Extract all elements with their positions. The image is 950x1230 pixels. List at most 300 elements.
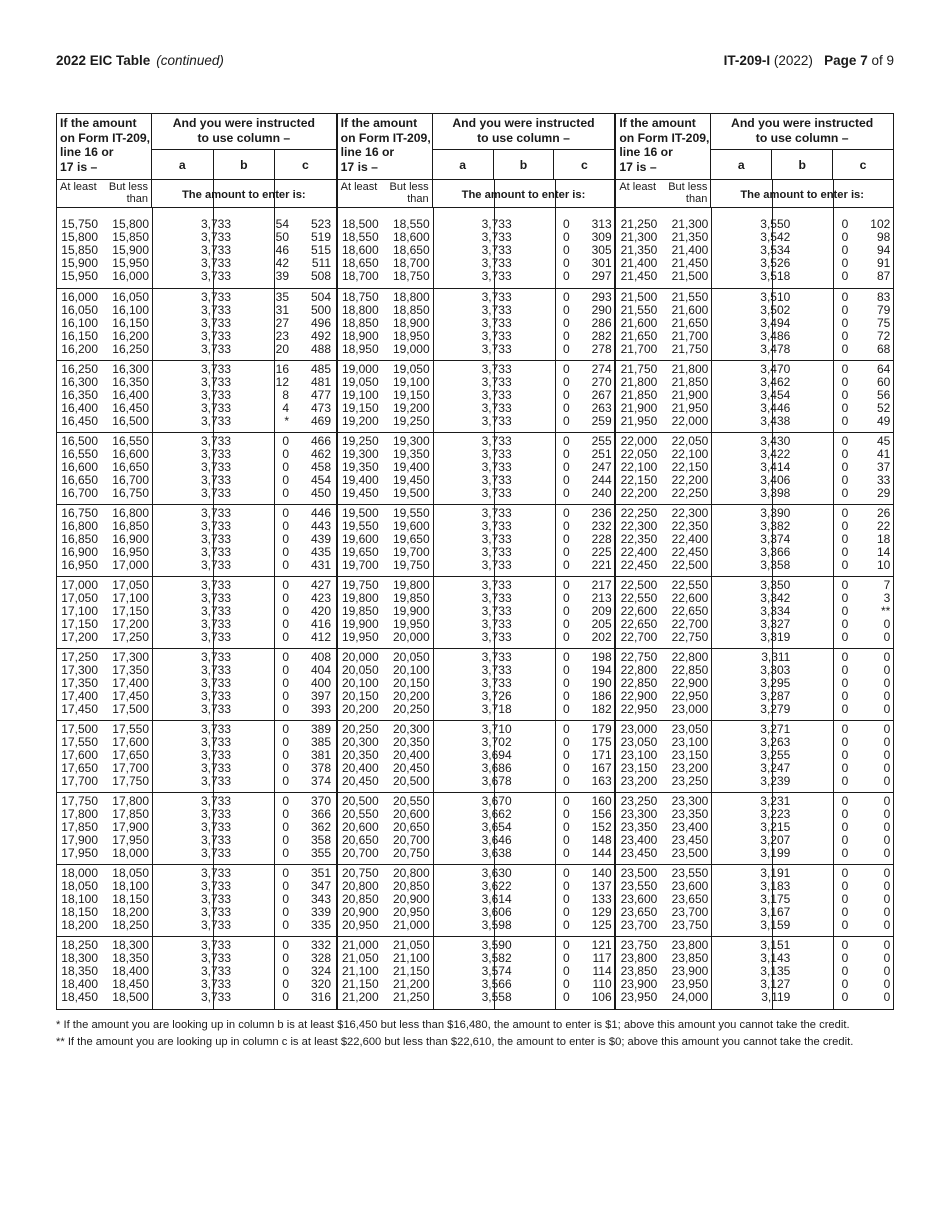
table-row	[57, 317, 336, 330]
value-column-c: 293	[591, 290, 612, 304]
table-row	[57, 231, 336, 244]
range-at-least: 18,900	[341, 329, 379, 343]
value-column-a: 3,438	[760, 414, 791, 428]
range-less-than: 22,900	[671, 676, 709, 690]
value-column-c: 72	[876, 329, 891, 343]
table-row	[57, 579, 336, 592]
range-less-than: 17,600	[112, 735, 149, 749]
value-column-a: 3,733	[200, 578, 231, 592]
range-less-than: 20,250	[392, 702, 430, 716]
value-column-c: 282	[591, 329, 612, 343]
range-less-than: 20,900	[392, 892, 430, 906]
amount-label-line: line 16 or	[340, 145, 395, 159]
value-column-c: 347	[310, 879, 331, 893]
value-column-a: 3,143	[760, 951, 791, 965]
value-column-a: 3,678	[481, 774, 512, 788]
range-at-least: 23,050	[620, 735, 658, 749]
value-column-c: 351	[310, 866, 331, 880]
value-column-c: **	[880, 604, 891, 618]
value-column-c: 137	[591, 879, 612, 893]
range-less-than: 16,800	[112, 506, 149, 520]
range-less-than: 16,550	[112, 434, 149, 448]
column-c-header: c	[274, 150, 336, 179]
range-at-least: 18,500	[341, 217, 379, 231]
table-row	[57, 218, 336, 231]
value-column-b: 0	[282, 879, 289, 893]
value-column-b: 0	[841, 833, 849, 847]
value-column-a: 3,382	[760, 519, 791, 533]
value-column-c: 481	[310, 375, 331, 389]
range-less-than: 18,800	[392, 290, 430, 304]
range-less-than: 18,850	[392, 303, 430, 317]
value-column-c: 500	[310, 303, 331, 317]
table-row	[57, 330, 336, 343]
value-column-b: 0	[562, 964, 570, 978]
value-column-a: 3,334	[760, 604, 791, 618]
value-column-b: 0	[841, 329, 849, 343]
value-column-b: 0	[282, 506, 289, 520]
table-row	[338, 834, 615, 847]
range-less-than: 20,600	[392, 807, 430, 821]
value-column-c: 450	[310, 486, 331, 500]
value-column-b: 0	[282, 434, 289, 448]
range-less-than: 22,150	[671, 460, 709, 474]
row-group	[338, 432, 615, 504]
range-less-than: 23,150	[671, 748, 709, 762]
value-column-c: 251	[591, 447, 612, 461]
table-row	[57, 690, 336, 703]
value-column-b: 0	[562, 905, 570, 919]
range-less-than: 22,300	[671, 506, 709, 520]
table-row	[338, 749, 615, 762]
value-column-a: 3,390	[760, 506, 791, 520]
value-column-a: 3,733	[200, 290, 231, 304]
value-column-c: 91	[876, 256, 891, 270]
column-b-header: b	[771, 150, 832, 179]
value-column-b: 0	[562, 990, 570, 1004]
value-column-a: 3,733	[200, 892, 231, 906]
value-column-b: 8	[282, 388, 289, 402]
value-column-b: 0	[841, 545, 849, 559]
value-column-a: 3,718	[481, 702, 512, 716]
value-column-a: 3,733	[200, 269, 231, 283]
amount-enter-label: The amount to enter is:	[740, 189, 865, 201]
value-column-c: 439	[310, 532, 331, 546]
value-column-c: 427	[310, 578, 331, 592]
range-at-least: 23,100	[620, 748, 658, 762]
value-column-b: 39	[275, 269, 289, 283]
range-less-than: 16,700	[112, 473, 149, 487]
value-column-a: 3,550	[760, 217, 791, 231]
table-row	[57, 893, 336, 906]
value-column-a: 3,733	[481, 617, 512, 631]
value-column-c: 221	[591, 558, 612, 572]
range-at-least: 21,950	[620, 414, 658, 428]
value-column-b: 0	[841, 990, 849, 1004]
value-column-b: 4	[282, 401, 289, 415]
amount-range-label	[616, 114, 711, 179]
value-column-c: 324	[310, 964, 331, 978]
range-at-least: 21,600	[620, 316, 658, 330]
value-column-b: 0	[562, 362, 570, 376]
value-column-c: 335	[310, 918, 331, 932]
range-less-than: 23,500	[671, 846, 709, 860]
value-column-c: 33	[876, 473, 891, 487]
value-column-b: 0	[562, 506, 570, 520]
value-column-b: 0	[562, 820, 570, 834]
value-column-a: 3,733	[200, 342, 231, 356]
range-at-least: 16,150	[61, 329, 98, 343]
range-less-than: 16,500	[112, 414, 149, 428]
value-column-a: 3,733	[481, 217, 512, 231]
value-column-c: 0	[883, 846, 891, 860]
value-column-c: 0	[883, 820, 891, 834]
row-group	[57, 432, 336, 504]
value-column-a: 3,630	[481, 866, 512, 880]
value-column-b: 0	[841, 977, 849, 991]
range-less-than: 17,750	[112, 774, 149, 788]
value-column-b: *	[284, 414, 289, 428]
table-row	[616, 952, 893, 965]
range-less-than: 17,700	[112, 761, 149, 775]
value-column-b: 0	[841, 689, 849, 703]
value-column-b: 0	[841, 630, 849, 644]
value-column-a: 3,733	[481, 256, 512, 270]
value-column-a: 3,646	[481, 833, 512, 847]
range-at-least: 17,350	[61, 676, 98, 690]
amount-label-line: 17 is –	[60, 159, 98, 174]
value-column-a: 3,327	[760, 617, 791, 631]
amount-label-line: If the amount	[340, 116, 418, 130]
value-column-c: 454	[310, 473, 331, 487]
range-at-least: 15,900	[61, 256, 98, 270]
range-at-least: 19,200	[341, 414, 379, 428]
value-column-a: 3,733	[200, 846, 231, 860]
range-less-than: 22,950	[671, 689, 709, 703]
value-column-a: 3,662	[481, 807, 512, 821]
table-row	[338, 579, 615, 592]
range-at-least: 22,150	[620, 473, 658, 487]
value-column-b: 0	[282, 977, 289, 991]
table-row	[616, 867, 893, 880]
table-row	[616, 664, 893, 677]
value-column-b: 0	[282, 774, 289, 788]
range-at-least: 21,050	[341, 951, 379, 965]
value-column-a: 3,255	[760, 748, 791, 762]
range-less-than: 21,100	[392, 951, 430, 965]
value-column-c: 45	[876, 434, 891, 448]
range-at-least: 22,050	[620, 447, 658, 461]
value-column-b: 31	[275, 303, 289, 317]
value-column-a: 3,119	[761, 990, 791, 1004]
range-at-least: 21,100	[341, 964, 379, 978]
table-row	[338, 304, 615, 317]
range-at-least: 22,450	[620, 558, 658, 572]
value-column-a: 3,733	[200, 866, 231, 880]
range-less-than: 20,800	[392, 866, 430, 880]
value-column-b: 0	[841, 748, 849, 762]
value-column-c: 0	[883, 748, 891, 762]
value-column-a: 3,470	[760, 362, 791, 376]
range-at-least: 21,500	[620, 290, 658, 304]
value-column-a: 3,558	[481, 990, 512, 1004]
value-column-a: 3,319	[760, 630, 791, 644]
range-at-least: 22,800	[620, 663, 658, 677]
range-at-least: 16,050	[61, 303, 98, 317]
range-less-than: 18,150	[112, 892, 149, 906]
table-row	[57, 703, 336, 716]
value-column-b: 0	[282, 702, 289, 716]
value-column-c: 389	[310, 722, 331, 736]
value-column-b: 0	[282, 951, 289, 965]
eic-table	[56, 113, 894, 1010]
range-at-least: 18,100	[61, 892, 98, 906]
range-at-least: 23,350	[620, 820, 658, 834]
range-less-than: 21,850	[671, 375, 709, 389]
value-column-a: 3,733	[481, 447, 512, 461]
value-column-a: 3,486	[760, 329, 791, 343]
range-at-least: 17,450	[61, 702, 98, 716]
value-column-c: 175	[591, 735, 612, 749]
value-column-a: 3,733	[200, 256, 231, 270]
value-column-b: 0	[841, 447, 849, 461]
value-column-c: 412	[310, 630, 331, 644]
range-less-than: 19,100	[392, 375, 430, 389]
value-column-c: 316	[310, 990, 331, 1004]
table-row	[57, 376, 336, 389]
table-row	[57, 919, 336, 932]
value-column-a: 3,733	[481, 362, 512, 376]
value-column-c: 378	[310, 761, 331, 775]
row-group	[338, 288, 615, 360]
value-column-b: 0	[562, 303, 570, 317]
page-header-title	[56, 53, 224, 68]
range-at-least: 21,800	[620, 375, 658, 389]
range-at-least: 23,850	[620, 964, 658, 978]
value-column-a: 3,398	[760, 486, 791, 500]
row-group	[338, 936, 615, 1008]
value-column-c: 94	[876, 243, 891, 257]
table-row	[338, 795, 615, 808]
value-column-c: 0	[883, 977, 891, 991]
value-column-a: 3,733	[481, 329, 512, 343]
value-column-c: 0	[883, 617, 891, 631]
value-column-c: 202	[591, 630, 612, 644]
value-column-b: 0	[841, 434, 849, 448]
value-column-b: 0	[562, 401, 570, 415]
range-at-least: 20,700	[341, 846, 379, 860]
row-group	[57, 792, 336, 864]
value-column-b: 0	[841, 951, 849, 965]
table-row	[338, 546, 615, 559]
value-column-b: 0	[841, 342, 849, 356]
value-column-b: 0	[841, 388, 849, 402]
range-less-than: 20,400	[392, 748, 430, 762]
range-at-least: 20,150	[341, 689, 379, 703]
row-group	[616, 720, 893, 792]
table-row	[57, 402, 336, 415]
value-column-c: 0	[883, 964, 891, 978]
table-row	[616, 795, 893, 808]
value-column-b: 0	[841, 846, 849, 860]
range-less-than: 17,200	[112, 617, 149, 631]
range-at-least: 21,150	[341, 977, 379, 991]
table-row	[616, 834, 893, 847]
value-column-c: 358	[310, 833, 331, 847]
table-row	[616, 343, 893, 356]
value-column-a: 3,406	[760, 473, 791, 487]
value-column-a: 3,239	[760, 774, 791, 788]
table-row	[616, 474, 893, 487]
value-column-a: 3,462	[760, 375, 791, 389]
range-at-least: 18,200	[61, 918, 98, 932]
value-column-a: 3,654	[481, 820, 512, 834]
range-at-least: 19,850	[341, 604, 379, 618]
value-column-a: 3,159	[760, 918, 791, 932]
value-column-b: 0	[282, 676, 289, 690]
range-less-than: 18,400	[112, 964, 149, 978]
range-at-least: 23,800	[620, 951, 658, 965]
table-row	[57, 244, 336, 257]
value-column-c: 488	[310, 342, 331, 356]
value-column-c: 244	[591, 473, 612, 487]
range-less-than: 23,400	[671, 820, 709, 834]
range-at-least: 16,000	[61, 290, 98, 304]
value-column-a: 3,733	[481, 473, 512, 487]
value-column-c: 0	[883, 735, 891, 749]
table-row	[616, 461, 893, 474]
range-less-than: 19,450	[392, 473, 430, 487]
range-less-than: 19,850	[392, 591, 430, 605]
value-column-a: 3,733	[200, 217, 231, 231]
value-column-b: 0	[562, 460, 570, 474]
table-row	[616, 762, 893, 775]
value-column-b: 0	[562, 748, 570, 762]
table-row	[57, 723, 336, 736]
value-column-b: 0	[841, 866, 849, 880]
instruction-label	[433, 114, 615, 150]
range-less-than: 17,450	[112, 689, 149, 703]
table-row	[616, 703, 893, 716]
instruction-line: to use column –	[197, 130, 291, 145]
column-divider	[555, 180, 556, 1009]
value-column-c: 144	[591, 846, 612, 860]
range-less-than: 23,100	[671, 735, 709, 749]
instruction-line: to use column –	[755, 130, 849, 145]
range-at-least: 17,900	[61, 833, 98, 847]
value-column-c: 171	[591, 748, 612, 762]
value-column-c: 477	[310, 388, 331, 402]
table-row	[338, 435, 615, 448]
range-less-than: 20,100	[392, 663, 430, 677]
table-row	[57, 834, 336, 847]
value-column-c: 443	[310, 519, 331, 533]
value-column-c: 267	[591, 388, 612, 402]
value-column-b: 0	[562, 846, 570, 860]
value-column-a: 3,733	[481, 290, 512, 304]
table-row	[338, 703, 615, 716]
value-column-a: 3,279	[760, 702, 791, 716]
range-less-than: 19,300	[392, 434, 430, 448]
value-column-a: 3,733	[200, 702, 231, 716]
value-column-b: 0	[282, 650, 289, 664]
range-at-least: 16,600	[61, 460, 98, 474]
value-column-c: 148	[591, 833, 612, 847]
range-at-least: 23,600	[620, 892, 658, 906]
range-less-than: 19,650	[392, 532, 430, 546]
value-column-c: 22	[876, 519, 891, 533]
column-divider	[772, 180, 773, 1009]
value-column-b: 0	[562, 329, 570, 343]
value-column-c: 0	[883, 833, 891, 847]
value-column-b: 0	[841, 578, 849, 592]
value-column-a: 3,733	[200, 545, 231, 559]
range-less-than: 16,750	[112, 486, 149, 500]
value-column-c: 49	[876, 414, 891, 428]
range-at-least: 19,650	[341, 545, 379, 559]
range-at-least: 18,650	[341, 256, 379, 270]
table-row	[57, 487, 336, 500]
range-at-least: 22,500	[620, 578, 658, 592]
value-column-a: 3,733	[200, 447, 231, 461]
value-column-a: 3,366	[760, 545, 791, 559]
column-divider	[833, 180, 834, 1009]
table-row	[338, 677, 615, 690]
range-less-than: 18,750	[392, 269, 430, 283]
table-row	[57, 952, 336, 965]
table-row	[338, 343, 615, 356]
range-less-than: 19,350	[392, 447, 430, 461]
value-column-b: 0	[282, 663, 289, 677]
table-row	[616, 821, 893, 834]
range-less-than: 22,400	[671, 532, 709, 546]
value-column-a: 3,733	[481, 243, 512, 257]
value-column-a: 3,733	[200, 650, 231, 664]
amount-range-label	[57, 114, 152, 179]
value-column-c: 106	[591, 990, 612, 1004]
range-less-than: 21,200	[392, 977, 430, 991]
range-less-than: 16,000	[112, 269, 149, 283]
table-row	[338, 520, 615, 533]
range-at-least: 18,150	[61, 905, 98, 919]
value-column-c: 167	[591, 761, 612, 775]
value-column-b: 0	[841, 303, 849, 317]
value-column-a: 3,430	[760, 434, 791, 448]
table-row	[57, 270, 336, 283]
amount-label-line: 17 is –	[340, 159, 378, 174]
table-row	[616, 631, 893, 644]
value-column-c: 435	[310, 545, 331, 559]
value-column-a: 3,694	[481, 748, 512, 762]
range-less-than: 18,200	[112, 905, 149, 919]
range-less-than: 17,550	[112, 722, 149, 736]
panel-header	[616, 114, 893, 180]
row-group	[338, 576, 615, 648]
value-column-a: 3,733	[200, 473, 231, 487]
value-column-c: 0	[883, 951, 891, 965]
range-less-than: 16,650	[112, 460, 149, 474]
table-row	[616, 487, 893, 500]
row-group	[338, 864, 615, 936]
range-less-than: 21,000	[392, 918, 430, 932]
amount-label-line: If the amount	[619, 116, 696, 130]
table-row	[616, 919, 893, 932]
value-column-a: 3,526	[760, 256, 791, 270]
range-at-least: 15,950	[61, 269, 98, 283]
range-less-than: 22,800	[671, 650, 709, 664]
range-at-least: 21,250	[620, 217, 658, 231]
value-column-b: 0	[562, 519, 570, 533]
